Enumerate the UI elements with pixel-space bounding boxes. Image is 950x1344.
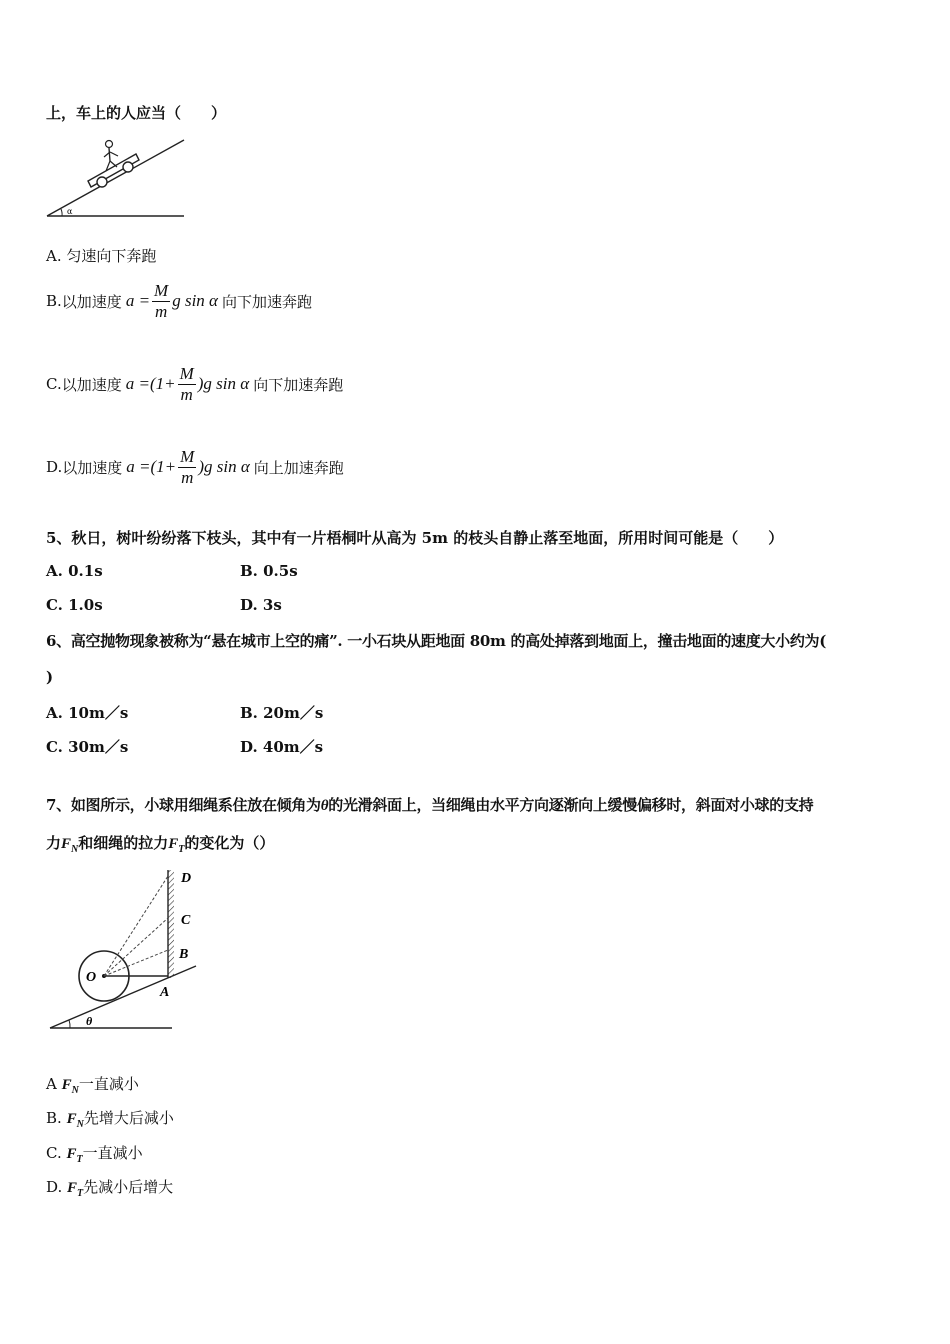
q4-option-c[interactable]: C. 以加速度 a =(1+ $\frac{M}{m}$ )g sin α 向下加速奔跑 — [46, 363, 344, 404]
q4-option-c-formula: a =(1+ $\frac{M}{m}$ )g sin α — [125, 363, 250, 404]
label-o: O — [86, 970, 97, 985]
q7-ball-incline-figure — [44, 866, 204, 1036]
q5-option-b[interactable]: B. 0.5s — [240, 562, 298, 580]
q7-stem-line2: 力$F_N$和细绳的拉力$F_T$的变化为（） — [46, 834, 275, 855]
q5-stem: 5、秋日，树叶纷纷落下枝头，其中有一片梧桐叶从高为 5m 的枝头自静止落至地面，所用时间可能是（ ） — [46, 529, 784, 547]
q4-incline-figure — [44, 136, 189, 224]
q4-option-b-formula: a = $\frac{M}{m}$ g sin α — [125, 280, 218, 321]
q6-option-d[interactable]: D. 40m／s — [240, 738, 324, 756]
label-a: A — [160, 985, 170, 1000]
q4-option-d[interactable]: D. 以加速度 a =(1+ $\frac{M}{m}$ )g sin α 向上加速奔跑 — [46, 446, 344, 487]
q4-option-a[interactable]: A. 匀速向下奔跑 — [46, 247, 157, 265]
label-d: D — [181, 871, 192, 886]
q7-option-c[interactable]: C. $F_T$一直减小 — [46, 1144, 143, 1165]
q5-option-d[interactable]: D. 3s — [240, 596, 282, 614]
q6-option-b[interactable]: B. 20m／s — [240, 704, 324, 722]
q5-option-c[interactable]: C. 1.0s — [46, 596, 103, 614]
q4-angle-label: α — [67, 207, 73, 216]
q6-stem-line2: ) — [46, 668, 54, 686]
q6-option-c[interactable]: C. 30m／s — [46, 738, 129, 756]
q4-option-b[interactable]: B. 以加速度 a = $\frac{M}{m}$ g sin α 向下加速奔跑 — [46, 280, 312, 321]
q7-option-b[interactable]: B. $F_N$先增大后减小 — [46, 1109, 174, 1130]
q7-stem-line1: 7、如图所示，小球用细绳系住放在倾角为θ的光滑斜面上，当细绳由水平方向逐渐向上缓慢偏移时，斜面对小球的支持 — [46, 796, 814, 814]
q4-option-d-formula: a =(1+ $\frac{M}{m}$ )g sin α — [126, 446, 250, 487]
q7-option-a[interactable]: A $F_N$一直减小 — [46, 1075, 139, 1096]
q6-option-a[interactable]: A. 10m／s — [46, 704, 129, 722]
label-theta: θ — [86, 1014, 93, 1028]
q6-stem-line1: 6、高空抛物现象被称为“悬在城市上空的痛”. 一小石块从距地面 80m 的高处掉落到地面上，撞击地面的速度大小约为( — [46, 632, 827, 650]
q5-option-a[interactable]: A. 0.1s — [46, 562, 103, 580]
label-b: B — [179, 947, 189, 962]
q7-option-d[interactable]: D. $F_T$先减小后增大 — [46, 1178, 174, 1199]
q4-stem-tail: 上，车上的人应当（ ） — [46, 104, 227, 122]
label-c: C — [181, 913, 191, 928]
